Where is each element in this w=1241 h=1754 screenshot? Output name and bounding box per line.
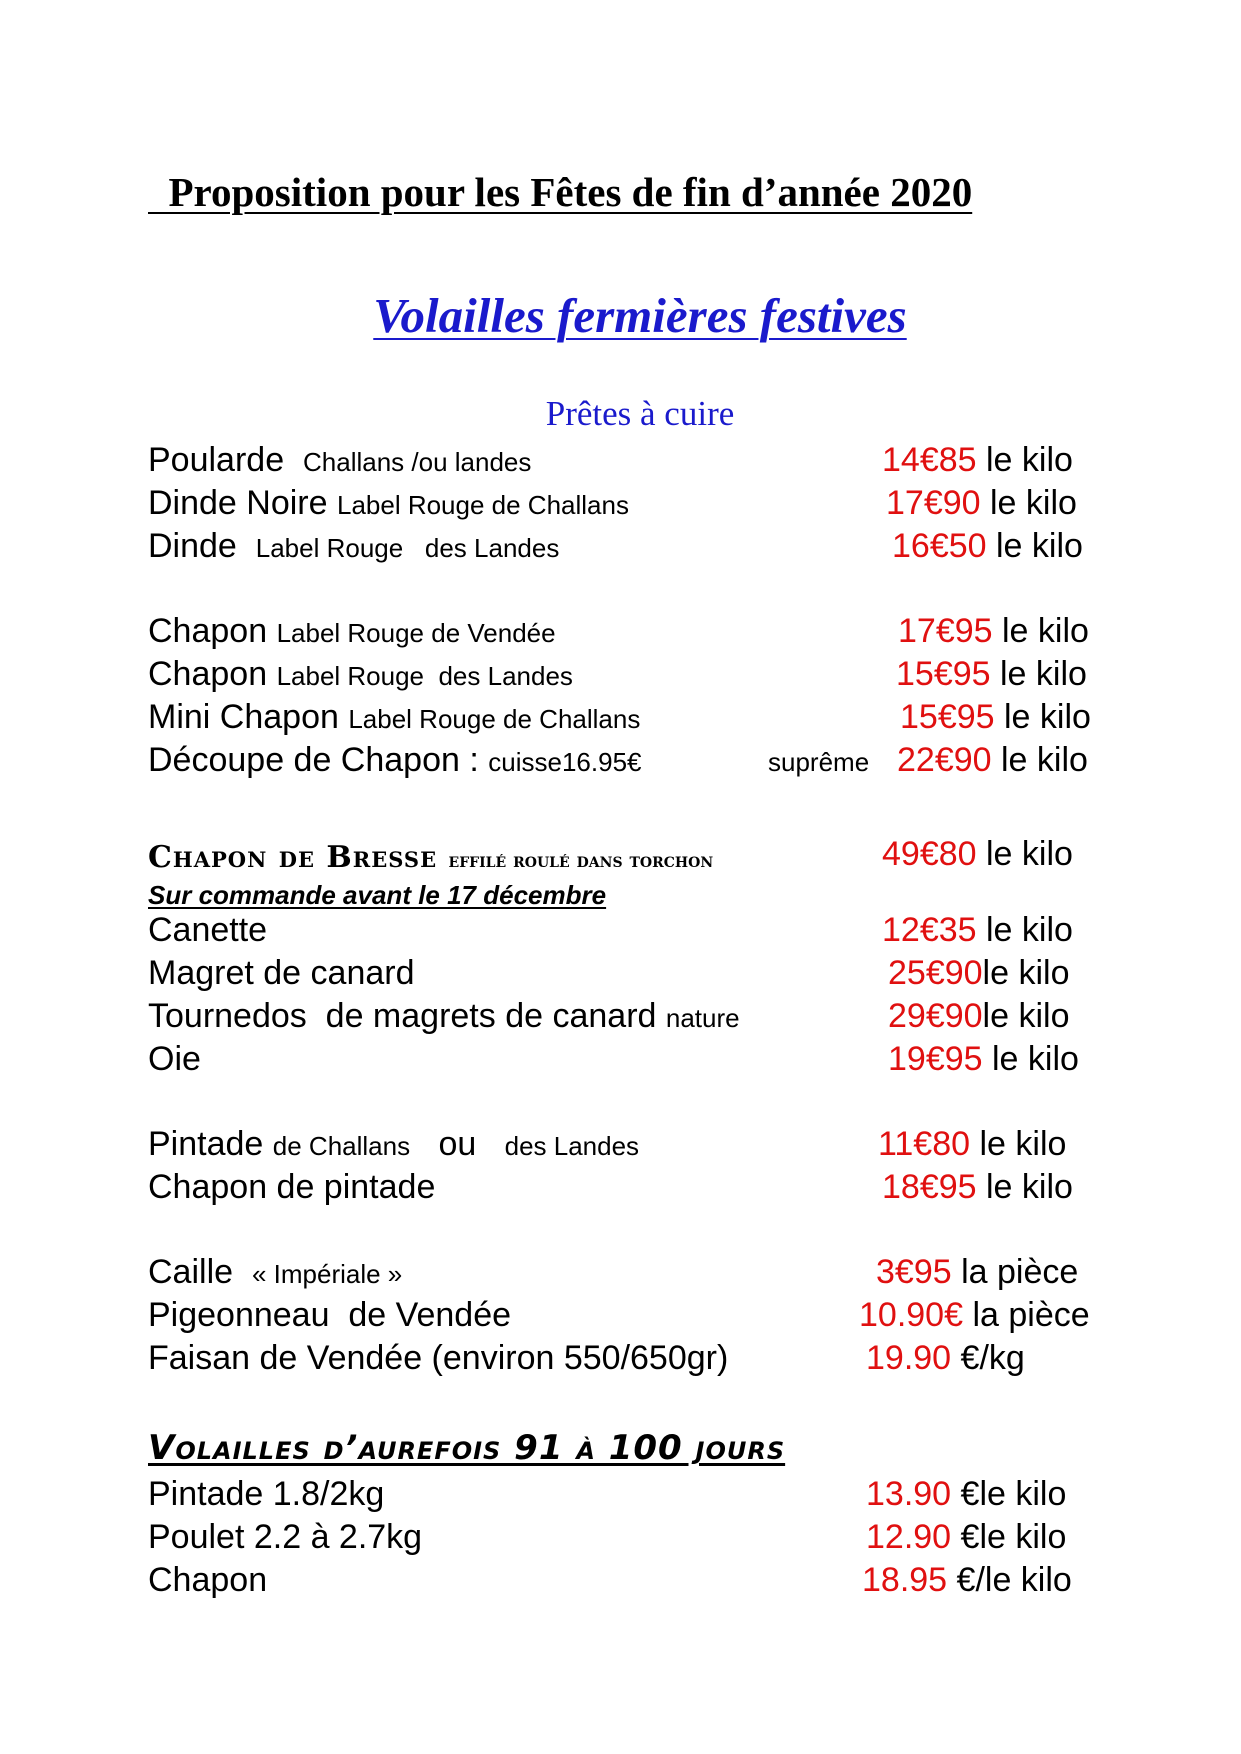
price-amount: 17€95 xyxy=(898,612,993,650)
list-item xyxy=(148,1560,267,1600)
item-name: Mini Chapon xyxy=(148,698,339,736)
price-unit: le kilo xyxy=(982,954,1070,992)
item-price xyxy=(882,834,1073,874)
price-amount: 22€90 xyxy=(897,741,992,779)
item-name: Magret de canard xyxy=(148,954,415,992)
price-amount: 11€80 xyxy=(878,1125,971,1163)
item-detail: Label Rouge de Challans xyxy=(348,704,641,734)
item-name: Tournedos de magrets de canard xyxy=(148,997,657,1035)
item-name: Caille xyxy=(148,1253,234,1291)
item-price xyxy=(898,611,1089,651)
price-amount: 29€90 xyxy=(888,997,983,1035)
item-extra-label: suprême xyxy=(768,747,870,777)
price-amount: 15€95 xyxy=(896,655,991,693)
item-detail: des Landes xyxy=(504,1131,640,1161)
item-name: Découpe de Chapon : xyxy=(148,741,479,779)
price-amount: 49€80 xyxy=(882,835,977,873)
item-detail: cuisse16.95€ xyxy=(488,747,642,777)
item-price xyxy=(892,526,1083,566)
price-unit: le kilo xyxy=(982,997,1070,1035)
price-unit: le kilo xyxy=(976,835,1073,873)
list-item xyxy=(148,440,531,482)
list-item xyxy=(148,910,267,950)
item-detail: de Challans xyxy=(272,1131,411,1161)
list-item xyxy=(148,1517,422,1557)
bresse-detail: effilé roulé dans torchon xyxy=(448,848,714,872)
bresse-heading xyxy=(148,840,713,875)
price-unit: le kilo xyxy=(976,441,1073,479)
list-item xyxy=(148,1167,435,1207)
item-price xyxy=(900,697,1091,737)
price-amount: 3€95 xyxy=(876,1253,952,1291)
list-item xyxy=(148,697,640,739)
item-name: Faisan de Vendée (environ 550/650gr) xyxy=(148,1339,729,1377)
price-unit: la pièce xyxy=(963,1296,1090,1334)
price-unit: le kilo xyxy=(986,527,1083,565)
list-item xyxy=(148,526,559,568)
price-unit: €le kilo xyxy=(951,1475,1067,1513)
section-heading: Prêtes à cuire xyxy=(545,394,735,433)
list-item xyxy=(148,483,629,525)
list-item xyxy=(148,654,573,696)
item-name: Chapon xyxy=(148,655,268,693)
item-price xyxy=(882,1167,1073,1207)
item-price xyxy=(876,1252,1078,1292)
list-item xyxy=(148,1039,201,1079)
item-name: Chapon xyxy=(148,612,268,650)
item-price xyxy=(897,740,1088,780)
item-price xyxy=(866,1338,1025,1378)
item-detail: Label Rouge de Vendée xyxy=(276,618,556,648)
order-note: Sur commande avant le 17 décembre xyxy=(148,880,607,910)
price-amount: 12.90 xyxy=(866,1518,952,1556)
item-name: Poulet 2.2 à 2.7kg xyxy=(148,1518,423,1556)
item-name: Canette xyxy=(148,911,268,949)
item-name: Poularde xyxy=(148,441,285,479)
item-detail: Label Rouge de Challans xyxy=(336,490,629,520)
item-name: Dinde Noire xyxy=(148,484,328,522)
item-price xyxy=(882,910,1073,950)
item-price xyxy=(882,440,1073,480)
item-detail: Label Rouge des Landes xyxy=(276,661,573,691)
list-item xyxy=(148,611,556,653)
item-detail: Challans /ou landes xyxy=(303,447,532,477)
price-unit: €le kilo xyxy=(951,1518,1067,1556)
price-unit: le kilo xyxy=(980,484,1077,522)
list-item xyxy=(148,1338,728,1378)
item-extra xyxy=(768,740,869,782)
item-name: Chapon xyxy=(148,1561,268,1599)
item-name: Pigeonneau de Vendée xyxy=(148,1296,512,1334)
item-name: Dinde xyxy=(148,527,237,565)
price-amount: 19€95 xyxy=(888,1040,983,1078)
list-item xyxy=(148,996,740,1038)
price-amount: 25€90 xyxy=(888,954,983,992)
list-item xyxy=(148,740,642,782)
item-or: ou xyxy=(438,1125,477,1163)
item-price xyxy=(859,1295,1090,1335)
item-detail: nature xyxy=(665,1003,740,1033)
bresse-name: Chapon de Bresse xyxy=(148,840,438,875)
item-price xyxy=(866,1517,1066,1557)
price-amount: 19.90 xyxy=(866,1339,952,1377)
price-unit: le kilo xyxy=(992,612,1089,650)
price-unit: le kilo xyxy=(991,741,1088,779)
item-detail: « Impériale » xyxy=(251,1259,403,1289)
price-unit: le kilo xyxy=(976,1168,1073,1206)
list-item xyxy=(148,1295,511,1335)
price-unit: le kilo xyxy=(976,911,1073,949)
item-name: Chapon de pintade xyxy=(148,1168,436,1206)
price-unit: le kilo xyxy=(970,1125,1067,1163)
price-amount: 10.90€ xyxy=(859,1296,963,1334)
price-amount: 14€85 xyxy=(882,441,977,479)
item-price xyxy=(878,1124,1066,1164)
item-name: Oie xyxy=(148,1040,201,1078)
price-unit: €/le kilo xyxy=(947,1561,1072,1599)
price-amount: 16€50 xyxy=(892,527,987,565)
item-price xyxy=(888,1039,1079,1079)
item-price xyxy=(886,483,1077,523)
page-subtitle: Volailles fermières festives xyxy=(373,288,907,343)
price-unit: le kilo xyxy=(994,698,1091,736)
item-price xyxy=(862,1560,1072,1600)
item-price xyxy=(896,654,1087,694)
price-unit: le kilo xyxy=(982,1040,1079,1078)
item-name: Pintade 1.8/2kg xyxy=(148,1475,385,1513)
price-amount: 18.95 xyxy=(862,1561,948,1599)
price-amount: 18€95 xyxy=(882,1168,977,1206)
price-unit: la pièce xyxy=(951,1253,1079,1291)
item-name: Pintade xyxy=(148,1125,264,1163)
list-item xyxy=(148,1252,402,1294)
price-amount: 17€90 xyxy=(886,484,981,522)
price-amount: 13.90 xyxy=(866,1475,952,1513)
autrefois-heading: Volailles d’aurefois 91 à 100 jours xyxy=(148,1428,786,1468)
item-price xyxy=(866,1474,1066,1514)
list-item xyxy=(148,1124,639,1166)
price-amount: 12€35 xyxy=(882,911,977,949)
price-unit: €/kg xyxy=(951,1339,1025,1377)
item-price xyxy=(888,996,1069,1036)
list-item xyxy=(148,953,415,993)
price-unit: le kilo xyxy=(990,655,1087,693)
page-title: Proposition pour les Fêtes de fin d’année 2020 xyxy=(148,169,973,215)
list-item xyxy=(148,1474,384,1514)
item-price xyxy=(888,953,1069,993)
price-amount: 15€95 xyxy=(900,698,995,736)
item-detail: Label Rouge des Landes xyxy=(255,533,560,563)
